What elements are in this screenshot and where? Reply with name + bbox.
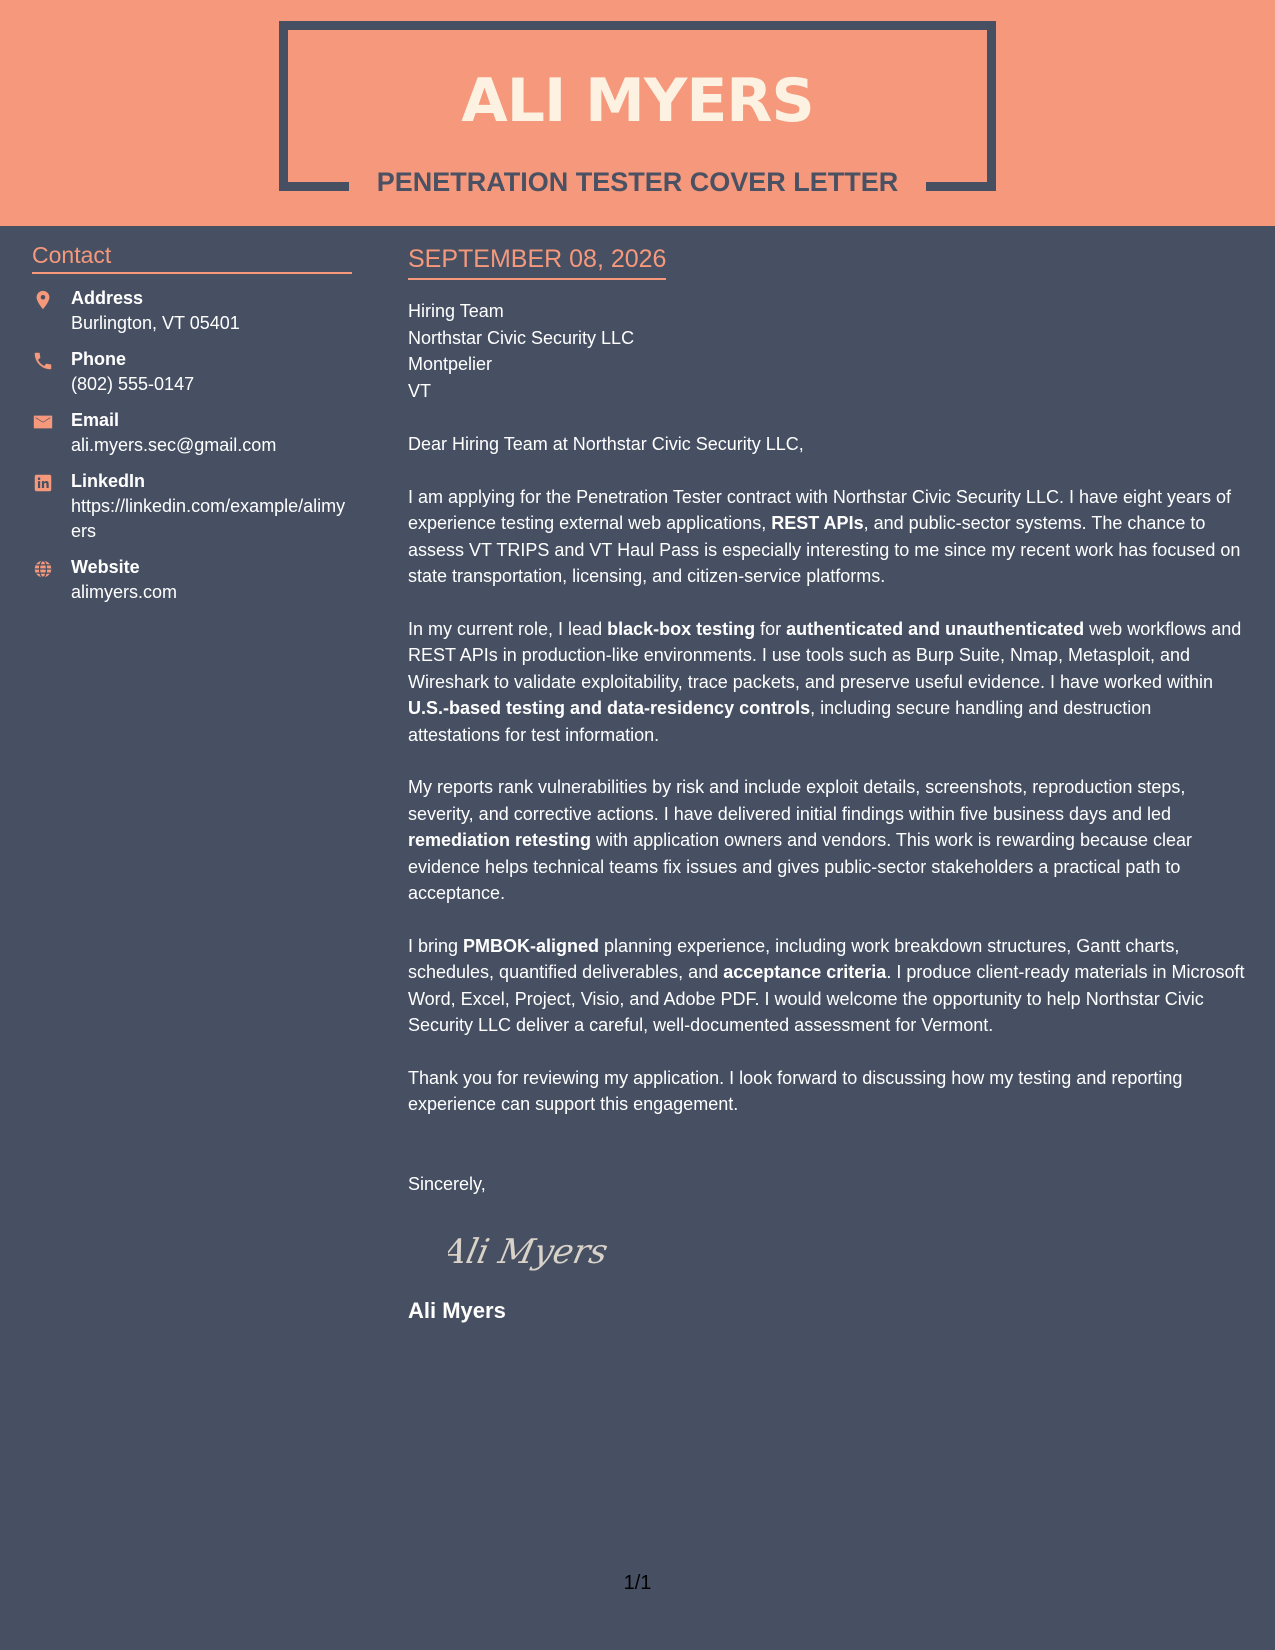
bold-text: PMBOK-aligned [463,935,600,956]
contact-item-address [32,286,352,336]
paragraph-text: , including secure handling and destruction attestations for test information. [408,698,1152,745]
contact-item-email [32,408,352,458]
contact-label: Email [71,410,120,430]
contact-item-phone [32,347,352,397]
contact-value: Burlington, VT 05401 [71,313,240,333]
signature-text: Ali Myers [448,1232,612,1272]
letter-paragraph [408,774,1248,907]
bold-text: remediation retesting [408,830,592,850]
paragraph-text: for [755,618,787,639]
applicant-name: ALI MYERS [461,66,814,136]
contact-value: ali.myers.sec@gmail.com [71,435,277,455]
paragraph-text: with application owners and vendors. This work is rewarding because clear evidence helps technical teams fix issues and gives public-sector stakeholders a practical path to acceptance. [408,830,1193,903]
header-banner [0,0,1275,226]
letter-body [408,243,1248,1325]
paragraph-text: web workflows and REST APIs in production-like environments. I use tools such as Burp Suite, Nmap, Metasploit, and Wireshark to validate exploitability, trace packets, and preserve useful evidence. I have worked within [408,618,1242,692]
contact-value: https://linkedin.com/example/alimyers [71,496,346,541]
signature-image [448,1225,1248,1273]
signed-name: Ali Myers [408,1298,506,1323]
contact-heading: Contact [32,240,352,274]
salutation: Dear Hiring Team at Northstar Civic Security LLC, [408,434,804,454]
letter-paragraph [408,484,1248,590]
contact-label: Phone [71,349,127,369]
letter-paragraph [408,616,1248,749]
paragraph-text: planning experience, including work breakdown structures, Gantt charts, schedules, quantified deliverables, and [408,935,1180,982]
letter-paragraph [408,933,1248,1039]
letter-date: SEPTEMBER 08, 2026 [408,243,666,280]
contact-label: Website [71,557,140,577]
document-subtitle: PENETRATION TESTER COVER LETTER [376,167,899,197]
contact-value: alimyers.com [71,582,178,602]
bold-text: acceptance criteria [723,962,887,982]
letter-paragraphs [408,484,1248,1118]
paragraph-text: , and public-sector systems. The chance to assess VT TRIPS and VT Haul Pass is especially interesting to me since my recent work has focused on state transportation, licensing, and citizen-service platforms. [408,513,1241,586]
globe-icon [32,558,54,580]
contact-sidebar [32,240,352,616]
paragraph-text: In my current role, I lead [408,618,608,639]
recipient-line: Hiring Team [408,301,504,321]
recipient-line: Montpelier [408,354,493,374]
contact-value: (802) 555-0147 [71,374,195,394]
paragraph-text: Thank you for reviewing my application. I look forward to discussing how my testing and reporting experience can support this engagement. [408,1067,1183,1114]
closing: Sincerely, [408,1173,486,1194]
paragraph-text: I am applying for the Penetration Tester contract with Northstar Civic Security LLC. I have eight years of experience testing external web applications, [408,486,1232,533]
paragraph-text: I bring [408,935,464,956]
contact-item-website [32,555,352,605]
linkedin-icon [32,472,54,494]
phone-icon [32,350,54,372]
recipient-line: Northstar Civic Security LLC [408,327,635,348]
paragraph-text: My reports rank vulnerabilities by risk and include exploit details, screenshots, reproduction steps, severity, and corrective actions. I have delivered initial findings within five business days and led [408,777,1186,824]
bold-text: REST APIs [771,513,864,533]
bold-text: U.S.-based testing and data-residency controls [408,698,811,718]
recipient-block [408,298,1248,404]
bold-text: authenticated and unauthenticated [786,618,1085,639]
contact-label: LinkedIn [71,471,146,491]
map-pin-icon [32,289,54,311]
letter-paragraph [408,1065,1248,1118]
page-number: 1/1 [623,1572,652,1594]
paragraph-text: . I produce client-ready materials in Microsoft Word, Excel, Project, Visio, and Adobe PDF. I would welcome the opportunity to help Northstar Civic Security LLC deliver a careful, well-documented assessment for Vermont. [408,962,1245,1035]
envelope-icon [32,411,54,433]
bold-text: black-box testing [607,618,756,639]
contact-label: Address [71,288,144,308]
recipient-line: VT [408,380,432,401]
contact-item-linkedin [32,469,352,544]
